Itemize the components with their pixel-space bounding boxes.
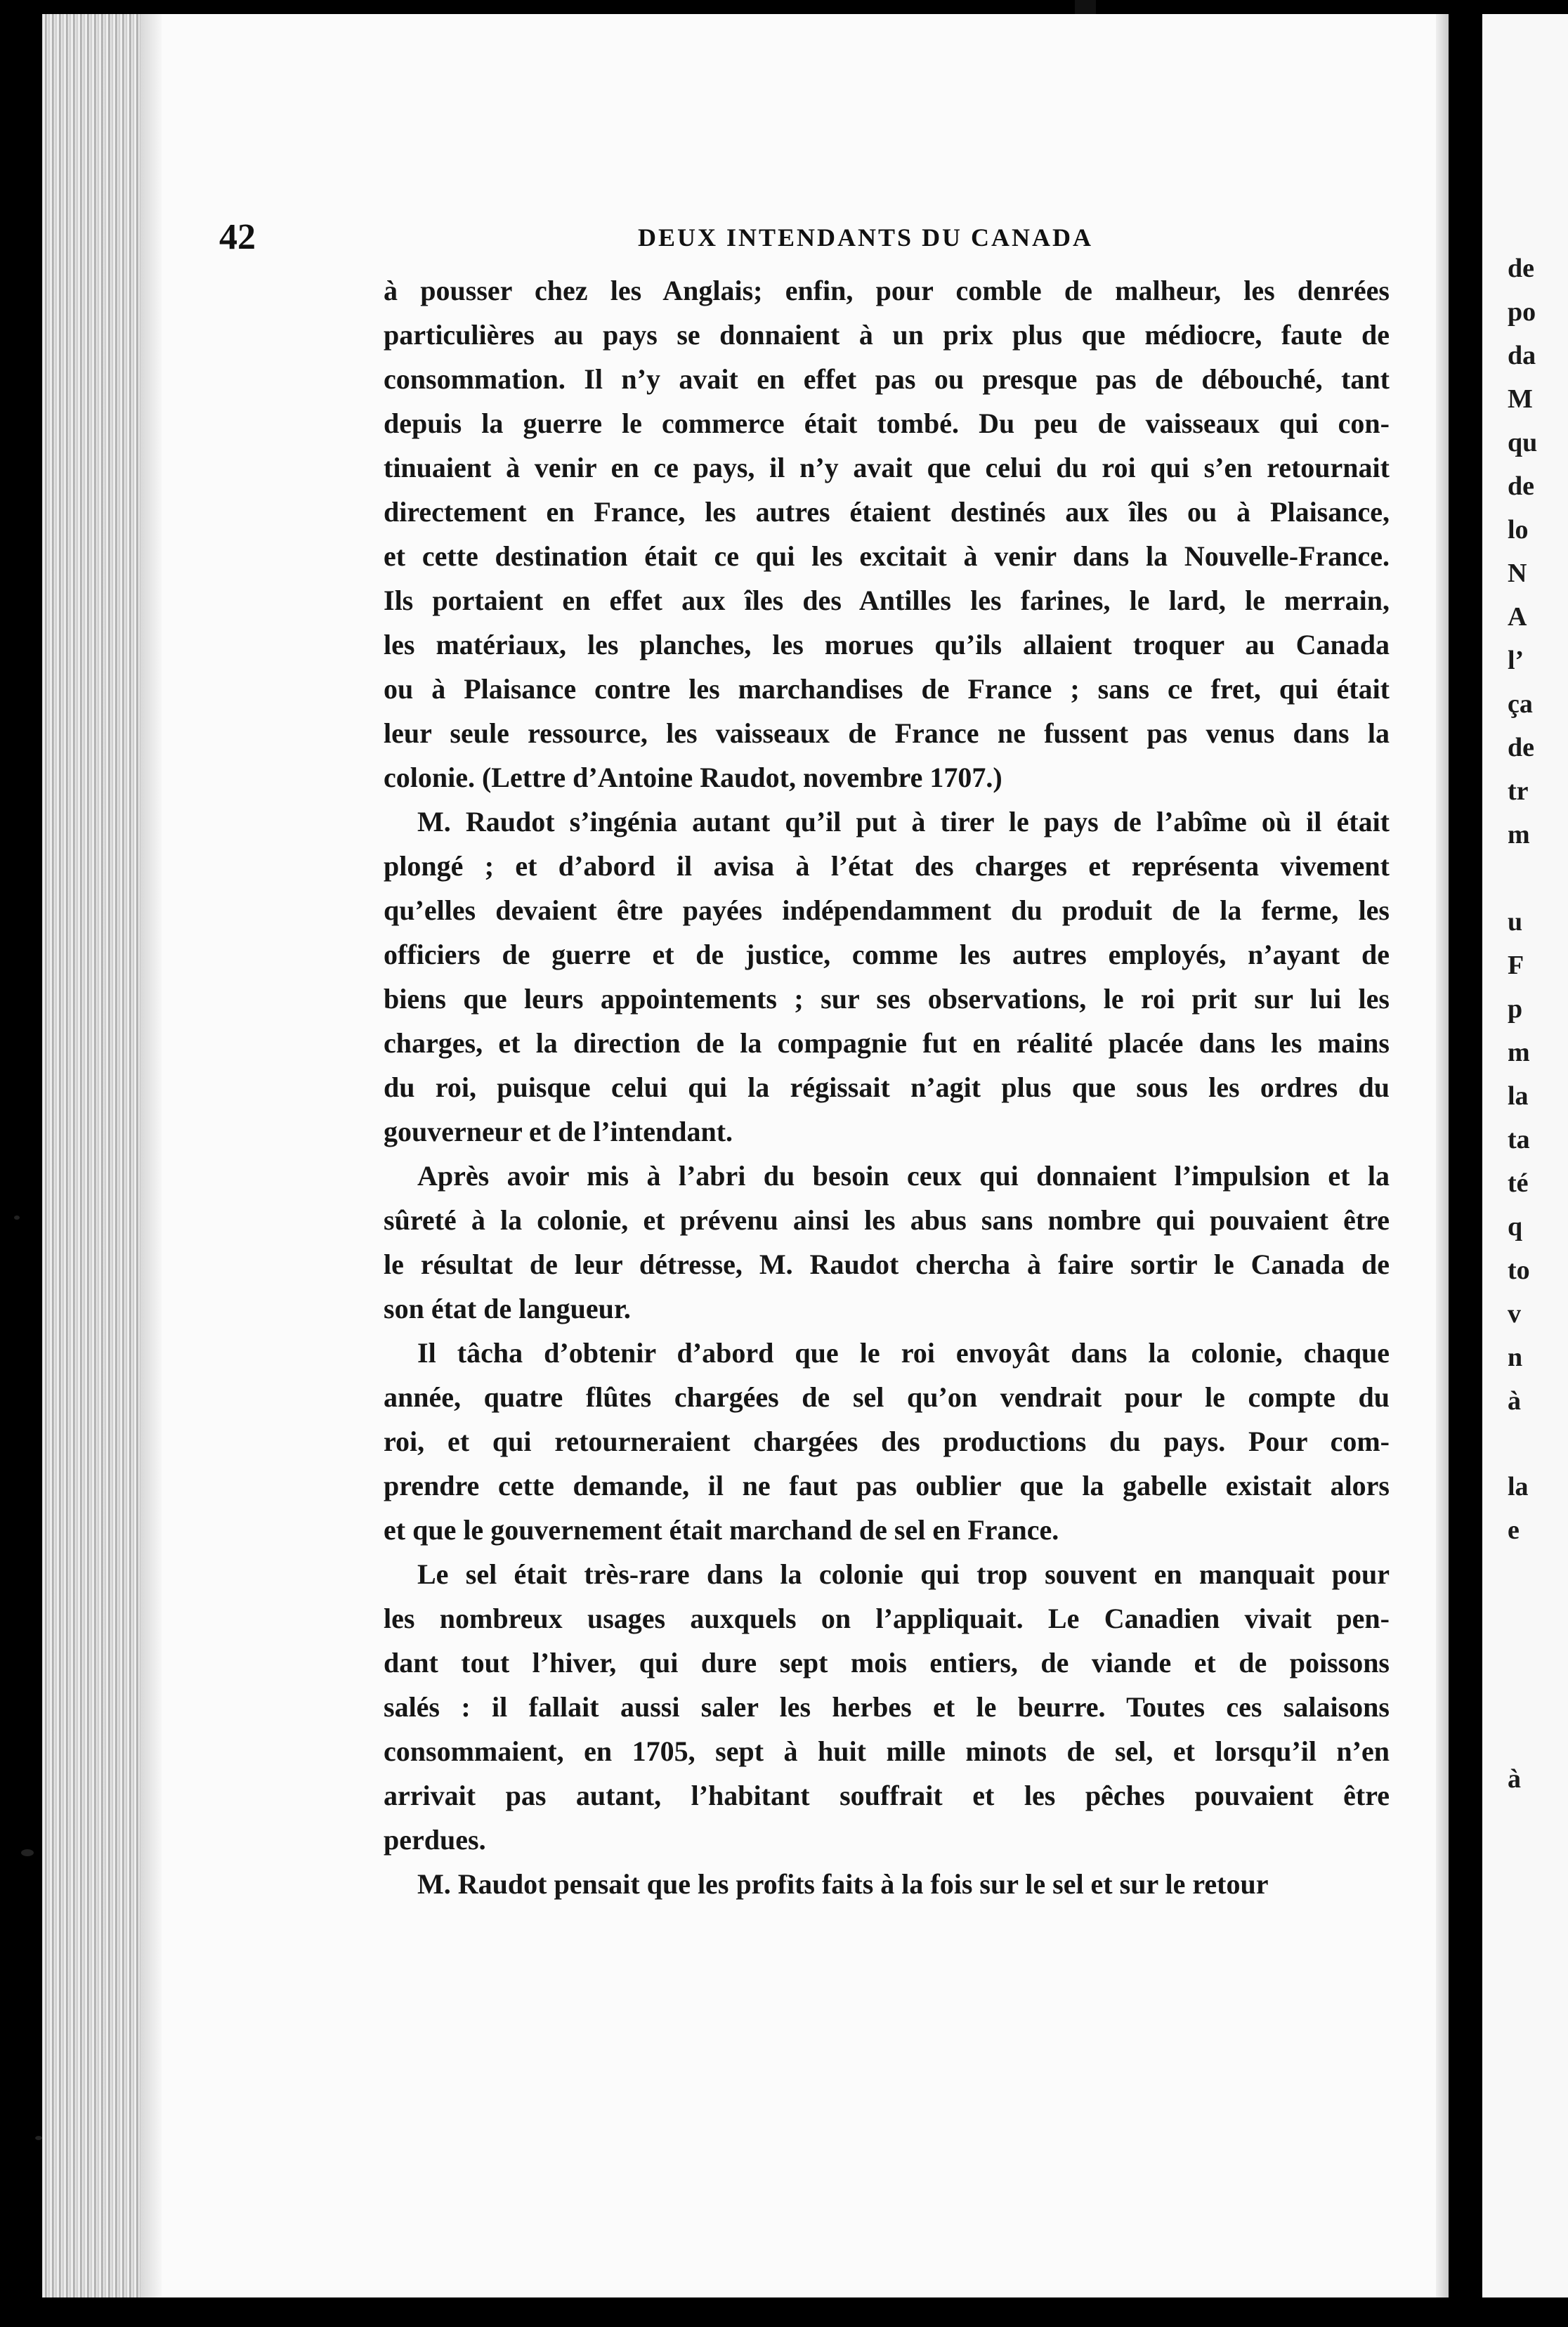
adjacent-page-text: q — [1508, 1212, 1523, 1241]
adjacent-page-fragment — [1482, 14, 1568, 2297]
scan-speck — [14, 1215, 20, 1220]
scan-specks — [0, 0, 162, 2327]
adjacent-page-text: to — [1508, 1256, 1530, 1285]
paragraph — [384, 1862, 1390, 1906]
text-line: officiers de guerre et de justice, comme les autres employés, n’ayant de — [384, 939, 1390, 970]
text-line: ou à Plaisance contre les marchandises de France ; sans ce fret, qui était — [384, 673, 1390, 705]
adjacent-page-text: tr — [1508, 776, 1529, 806]
text-line: charges, et la direction de la compagnie fut en réalité placée dans les mains — [384, 1027, 1390, 1059]
text-line: les matériaux, les planches, les morues qu’ils allaient troquer au Canada — [384, 629, 1390, 660]
adjacent-page-text: m — [1508, 1038, 1530, 1067]
text-line: gouverneur et de l’intendant. — [384, 1116, 733, 1147]
text-line: qu’elles devaient être payées indépendamment du produit de la ferme, les — [384, 894, 1390, 926]
paragraph — [384, 268, 1390, 800]
adjacent-page-text: F — [1508, 951, 1524, 980]
text-line: Après avoir mis à l’abri du besoin ceux qui donnaient l’impulsion et la — [417, 1160, 1390, 1192]
text-line: directement en France, les autres étaient destinés aux îles ou à Plaisance, — [384, 496, 1390, 528]
text-line: du roi, puisque celui qui la régissait n’agit plus que sous les ordres du — [384, 1071, 1390, 1103]
running-head: DEUX INTENDANTS DU CANADA — [638, 223, 1094, 252]
text-line: depuis la guerre le commerce était tombé. Du peu de vaisseaux qui con- — [384, 408, 1390, 439]
text-line: roi, et qui retourneraient chargées des productions du pays. Pour com- — [384, 1426, 1390, 1457]
adjacent-page-text: té — [1508, 1168, 1529, 1198]
adjacent-page-text: de — [1508, 471, 1534, 501]
paragraph — [384, 800, 1390, 1154]
paragraph — [384, 1331, 1390, 1552]
adjacent-page-text: de — [1508, 733, 1534, 762]
text-line: Il tâcha d’obtenir d’abord que le roi envoyât dans la colonie, chaque — [417, 1337, 1390, 1369]
adjacent-page-text: u — [1508, 907, 1523, 937]
text-line: année, quatre flûtes chargées de sel qu’on vendrait pour le compte du — [384, 1381, 1390, 1413]
text-line: Ils portaient en effet aux îles des Antilles les farines, le lard, le merrain, — [384, 585, 1390, 616]
text-line: perdues. — [384, 1824, 486, 1856]
text-line: consommation. Il n’y avait en effet pas ou presque pas de débouché, tant — [384, 363, 1390, 395]
adjacent-page-text: N — [1508, 559, 1527, 588]
text-line: et cette destination était ce qui les excitait à venir dans la Nouvelle-France. — [384, 540, 1390, 572]
text-line: leur seule ressource, les vaisseaux de France ne fussent pas venus dans la — [384, 717, 1390, 749]
adjacent-page-text: p — [1508, 994, 1523, 1024]
adjacent-page-text: à — [1508, 1764, 1521, 1794]
text-line: le résultat de leur détresse, M. Raudot chercha à faire sortir le Canada de — [384, 1249, 1390, 1280]
text-line: plongé ; et d’abord il avisa à l’état des charges et représenta vivement — [384, 850, 1390, 882]
text-line: et que le gouvernement était marchand de sel en France. — [384, 1514, 1059, 1546]
text-line: tinuaient à venir en ce pays, il n’y avait que celui du roi qui s’en retournait — [384, 452, 1390, 483]
text-line: particulières au pays se donnaient à un prix plus que médiocre, faute de — [384, 319, 1390, 351]
adjacent-page-text: la — [1508, 1081, 1529, 1111]
scan-speck — [21, 1849, 34, 1856]
adjacent-page-text: ta — [1508, 1125, 1530, 1154]
adjacent-page-text: M — [1508, 384, 1533, 414]
adjacent-page-text: l’ — [1508, 646, 1524, 675]
text-line: M. Raudot s’ingénia autant qu’il put à tirer le pays de l’abîme où il était — [417, 806, 1390, 837]
text-line: salés : il fallait aussi saler les herbes et le beurre. Toutes ces salaisons — [384, 1691, 1390, 1723]
text-line: dant tout l’hiver, qui dure sept mois entiers, de viande et de poissons — [384, 1647, 1390, 1679]
adjacent-page-text: de — [1508, 254, 1534, 283]
scan-speck — [35, 2136, 42, 2140]
adjacent-page-text: à — [1508, 1386, 1521, 1416]
body-text — [384, 268, 1390, 1906]
text-line: colonie. (Lettre d’Antoine Raudot, novembre 1707.) — [384, 762, 1002, 793]
adjacent-page-text: v — [1508, 1299, 1521, 1329]
adjacent-page-text: n — [1508, 1343, 1523, 1372]
text-line: son état de langueur. — [384, 1293, 631, 1324]
text-line: arrivait pas autant, l’habitant souffrait et les pêches pouvaient être — [384, 1780, 1390, 1811]
adjacent-page-text: qu — [1508, 428, 1538, 457]
text-line: à pousser chez les Anglais; enfin, pour comble de malheur, les denrées — [384, 275, 1390, 306]
adjacent-page-text: ça — [1508, 689, 1533, 719]
page-number: 42 — [219, 217, 256, 257]
adjacent-page-text: da — [1508, 341, 1536, 370]
text-line: prendre cette demande, il ne faut pas oublier que la gabelle existait alors — [384, 1470, 1390, 1501]
adjacent-page-text: lo — [1508, 515, 1529, 545]
text-line: M. Raudot pensait que les profits faits à la fois sur le sel et sur le retour — [417, 1868, 1269, 1900]
page-edge-shadow — [1436, 14, 1449, 2297]
text-line: consommaient, en 1705, sept à huit mille minots de sel, et lorsqu’il n’en — [384, 1735, 1390, 1767]
adjacent-page-text: la — [1508, 1472, 1529, 1501]
adjacent-page-text: A — [1508, 602, 1527, 632]
text-line: les nombreux usages auxquels on l’appliquait. Le Canadien vivait pen- — [384, 1603, 1390, 1634]
text-line: Le sel était très-rare dans la colonie qui trop souvent en manquait pour — [417, 1558, 1390, 1590]
adjacent-page-text: e — [1508, 1516, 1520, 1545]
adjacent-page-text: po — [1508, 297, 1536, 327]
text-line: biens que leurs appointements ; sur ses observations, le roi prit sur lui les — [384, 983, 1390, 1015]
adjacent-page-text: m — [1508, 820, 1530, 849]
text-line: sûreté à la colonie, et prévenu ainsi les abus sans nombre qui pouvaient être — [384, 1204, 1390, 1236]
paragraph — [384, 1552, 1390, 1862]
paragraph — [384, 1154, 1390, 1331]
